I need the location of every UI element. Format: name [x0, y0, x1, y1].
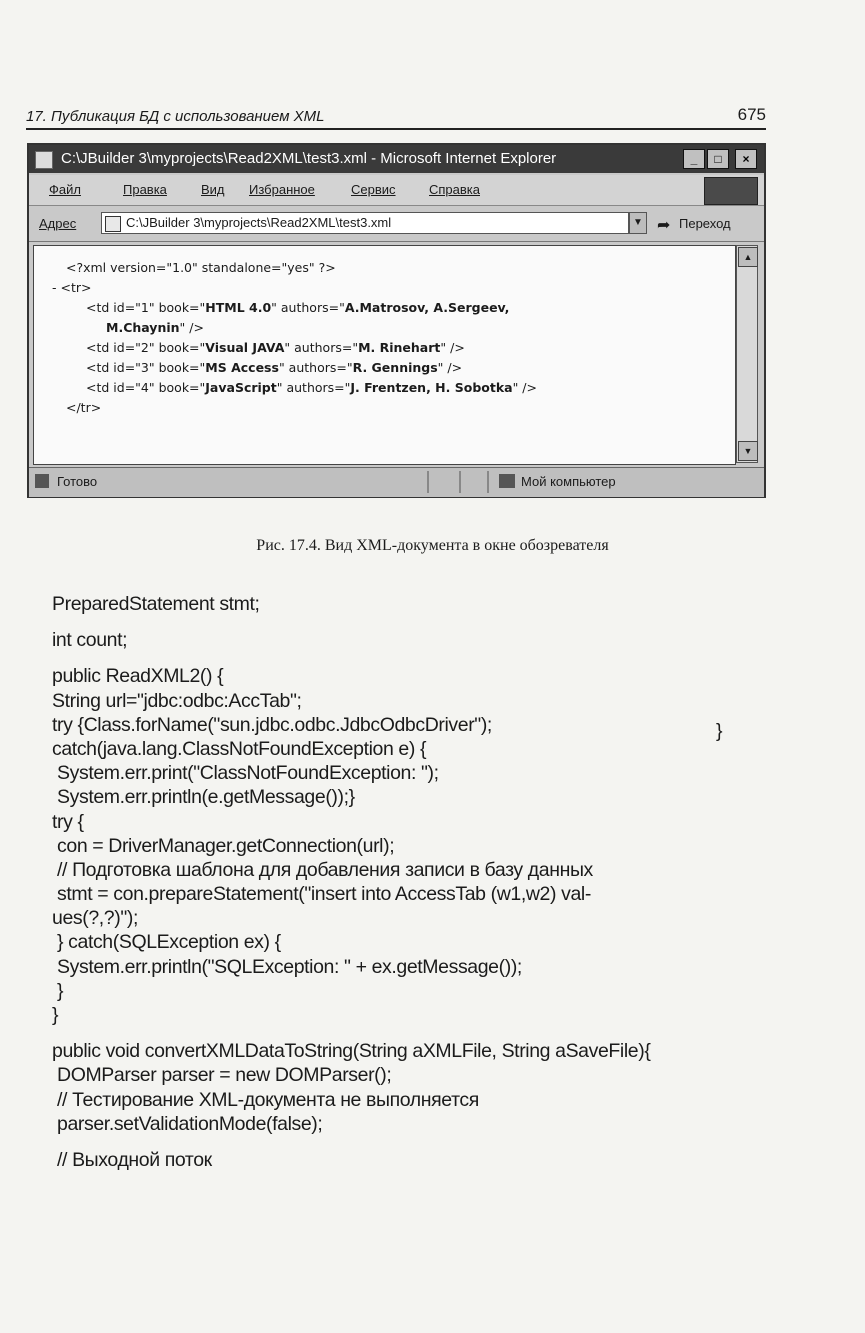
xml-attribute-value: JavaScript	[205, 380, 277, 395]
status-separator	[427, 471, 429, 493]
go-arrow-icon[interactable]: ➦	[657, 217, 671, 234]
menu-bar	[29, 175, 764, 206]
code-line: stmt = con.prepareStatement("insert into AccessTab (w1,w2) val-	[52, 883, 591, 906]
xml-line	[52, 358, 537, 378]
code-line: System.err.println(e.getMessage());}	[52, 786, 355, 809]
browser-window-figure	[27, 143, 766, 498]
xml-line	[52, 318, 537, 338]
xml-line	[52, 298, 537, 318]
xml-line	[52, 278, 537, 298]
address-label: Адрес	[39, 216, 77, 231]
chapter-title: 17. Публикация БД с использованием XML	[26, 108, 325, 125]
my-computer-icon	[499, 474, 515, 488]
xml-markup: " />	[440, 340, 465, 355]
xml-markup: " authors="	[276, 380, 351, 395]
xml-markup: <td id="4" book="	[86, 380, 206, 395]
code-line: }	[52, 979, 64, 1002]
code-line: String url="jdbc:odbc:AccTab";	[52, 689, 302, 712]
code-line: // Тестирование XML-документа не выполняется	[52, 1088, 479, 1111]
page-number: 675	[737, 105, 766, 124]
xml-attribute-value: A.Matrosov, A.Sergeev,	[344, 300, 510, 315]
address-input[interactable]	[101, 212, 629, 234]
menu-tools[interactable]: Сервис	[351, 182, 396, 197]
menu-help[interactable]: Справка	[429, 182, 480, 197]
xml-markup: " authors="	[271, 300, 345, 315]
scroll-up-icon[interactable]: ▲	[738, 247, 758, 267]
go-button[interactable]: Переход	[679, 216, 731, 231]
xml-markup: <td id="1" book="	[86, 300, 206, 315]
code-line: System.err.println("SQLException: " + ex.getMessage());	[52, 955, 522, 978]
xml-document-view	[33, 245, 736, 465]
menu-file[interactable]: Файл	[49, 182, 81, 197]
xml-attribute-value: HTML 4.0	[205, 300, 272, 315]
maximize-button[interactable]: □	[707, 149, 729, 169]
code-line: catch(java.lang.ClassNotFoundException e) {	[52, 737, 427, 760]
minimize-button[interactable]: _	[683, 149, 705, 169]
code-gap	[52, 652, 772, 664]
code-line: public void convertXMLDataToString(String aXMLFile, String aSaveFile){	[52, 1040, 651, 1063]
address-dropdown-button[interactable]: ▼	[629, 212, 647, 234]
code-gap	[52, 1136, 772, 1148]
status-separator	[487, 471, 489, 493]
ie-app-icon	[35, 151, 53, 169]
status-zone: Мой компьютер	[521, 474, 616, 489]
code-line: int count;	[52, 629, 128, 652]
xml-markup: <td id="2" book="	[86, 340, 206, 355]
xml-line	[52, 338, 537, 358]
menu-view[interactable]: Вид	[201, 182, 225, 197]
xml-markup: " />	[512, 380, 537, 395]
xml-markup: </tr>	[66, 400, 102, 415]
xml-line	[52, 258, 537, 278]
status-bar	[29, 467, 764, 497]
code-line: PreparedStatement stmt;	[52, 593, 260, 615]
xml-markup: " authors="	[284, 340, 359, 355]
document-done-icon	[35, 474, 49, 488]
close-button[interactable]: ×	[735, 149, 757, 169]
ie-logo-icon	[704, 177, 758, 205]
code-line: } catch(SQLException ex) {	[52, 931, 281, 954]
code-line: try {	[52, 810, 84, 833]
code-listing	[52, 592, 772, 1172]
code-line: ues(?,?)");	[52, 907, 138, 930]
code-line: // Выходной поток	[52, 1148, 212, 1171]
figure-caption: Рис. 17.4. Вид XML-документа в окне обозревателя	[256, 537, 609, 554]
scroll-down-icon[interactable]: ▼	[738, 441, 758, 461]
xml-markup: " authors="	[278, 360, 353, 375]
xml-source	[52, 258, 537, 418]
page-icon	[105, 216, 121, 232]
code-line: DOMParser parser = new DOMParser();	[52, 1064, 392, 1087]
xml-markup: " />	[179, 320, 204, 335]
code-line: con = DriverManager.getConnection(url);	[52, 834, 395, 857]
xml-line	[52, 378, 537, 398]
xml-attribute-value: MS Access	[205, 360, 279, 375]
address-url: C:\JBuilder 3\myprojects\Read2XML\test3.xml	[126, 215, 392, 230]
xml-markup: <?xml version="1.0" standalone="yes" ?>	[66, 260, 336, 275]
menu-edit[interactable]: Правка	[123, 182, 167, 197]
code-line: public ReadXML2() {	[52, 665, 224, 688]
address-bar	[29, 207, 764, 242]
code-line: }	[52, 1004, 59, 1026]
window-titlebar	[29, 145, 764, 173]
status-text: Готово	[57, 474, 98, 489]
xml-attribute-value: M.Chaynin	[106, 320, 180, 335]
menu-favorites[interactable]: Избранное	[249, 182, 315, 197]
code-line: parser.setValidationMode(false);	[52, 1112, 323, 1135]
xml-markup: - <tr>	[52, 280, 92, 295]
xml-attribute-value: J. Frentzen, H. Sobotka	[350, 380, 513, 395]
xml-markup: " />	[437, 360, 463, 375]
code-line: // Подготовка шаблона для добавления записи в базу данных	[52, 858, 593, 881]
stray-closing-brace: }	[716, 720, 723, 742]
code-gap	[52, 616, 772, 628]
xml-markup: <td id="3" book="	[86, 360, 206, 375]
code-line: try {Class.forName("sun.jdbc.odbc.JdbcOdbcDriver");	[52, 713, 492, 736]
xml-line	[52, 398, 537, 418]
running-header	[26, 102, 766, 130]
xml-attribute-value: Visual JAVA	[205, 340, 285, 355]
xml-attribute-value: M. Rinehart	[358, 340, 441, 355]
code-gap	[52, 1027, 772, 1039]
status-separator	[459, 471, 461, 493]
xml-attribute-value: R. Gennings	[352, 360, 438, 375]
vertical-scrollbar[interactable]	[736, 245, 758, 463]
code-line: System.err.print("ClassNotFoundException: ");	[52, 762, 439, 785]
window-title: C:\JBuilder 3\myprojects\Read2XML\test3.xml - Microsoft Internet Explorer	[61, 150, 557, 167]
